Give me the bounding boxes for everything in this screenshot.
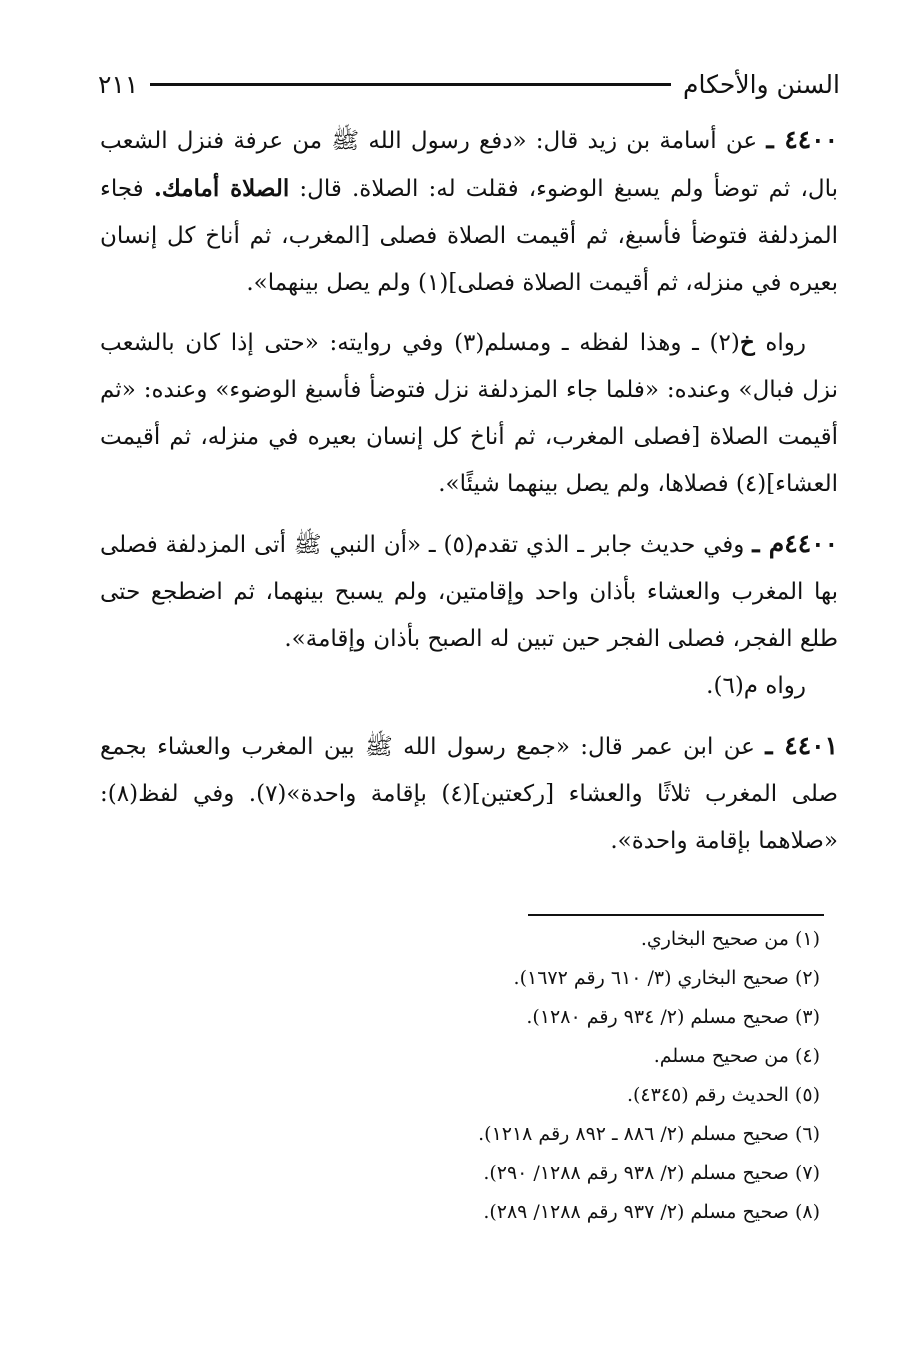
header-rule (150, 83, 671, 86)
riwaya-text: (٢) ـ وهذا لفظه ـ ومسلم(٣) وفي روايته: «حتى إذا كان بالشعب نزل فبال» وعنده: «فلما جاء المزدلفة نزل فتوضأ فأسبغ الوضوء» وعنده: «ثم أقيمت الصلاة [فصلى المغرب، ثم أناخ كل إنسان بعيره في منزله، ثم أقيمت العشاء](٤) فصلاها، ولم يصل بينهما شيئًا». (100, 330, 838, 497)
riwaya-text: رواه م(٦). (706, 673, 806, 699)
hadith-number: ٤٤٠١ ـ (765, 731, 839, 760)
footnotes (100, 920, 820, 1232)
footnote: (٨) صحيح مسلم (٢/ ٩٣٧ رقم ١٢٨٨/ ٢٨٩). (483, 1201, 820, 1223)
hadith-text-continued: فجاء المزدلفة فتوضأ فأسبغ، ثم أقيمت الصلاة فصلى [المغرب، ثم أناخ كل إنسان بعيره في منزله، ثم أقيمت الصلاة فصلى](١) ولم يصل بينهما». (100, 176, 838, 296)
hadith-text: وفي حديث جابر ـ الذي تقدم(٥) ـ «أن النبي ﷺ أتى المزدلفة فصلى بها المغرب والعشاء بأذان واحد وإقامتين، ولم يسبح بينهما، ثم اضطجع حتى طلع الفجر، فصلى الفجر حين تبين له الصبح بأذان وإقامة». (100, 532, 838, 652)
bold-phrase: الصلاة أمامك. (153, 175, 290, 202)
riwaya-4400 (100, 319, 838, 508)
riwaya-prefix: رواه (765, 330, 806, 356)
riwaya-4400m (100, 663, 838, 710)
spacer (100, 710, 838, 722)
footnote: (٢) صحيح البخاري (٣/ ٦١٠ رقم ١٦٧٢). (513, 967, 820, 989)
source-code: خ (739, 329, 755, 356)
footnote: (٣) صحيح مسلم (٢/ ٩٣٤ رقم ١٢٨٠). (526, 1006, 820, 1028)
footnote: (٦) صحيح مسلم (٢/ ٨٨٦ ـ ٨٩٢ رقم ١٢١٨). (478, 1123, 820, 1145)
spacer (100, 508, 838, 520)
footnote: (٤) من صحيح مسلم. (653, 1045, 820, 1067)
hadith-4400 (100, 116, 838, 307)
page-number: ٢١١ (98, 69, 139, 99)
book-title: السنن والأحكام (682, 69, 840, 99)
footnote: (٧) صحيح مسلم (٢/ ٩٣٨ رقم ١٢٨٨/ ٢٩٠). (483, 1162, 820, 1184)
footnote-separator (528, 914, 824, 916)
page-header (98, 62, 840, 106)
hadith-text: عن ابن عمر قال: «جمع رسول الله ﷺ بين المغرب والعشاء بجمع صلى المغرب ثلاثًا والعشاء [ركعتين](٤) بإقامة واحدة»(٧). وفي لفظ(٨): «صلاهما بإقامة واحدة». (100, 734, 838, 854)
hadith-4401 (100, 722, 838, 865)
spacer (100, 307, 838, 319)
footnote: (١) من صحيح البخاري. (640, 928, 820, 950)
hadith-4400m (100, 520, 838, 663)
hadith-text: عن أسامة بن زيد قال: «دفع رسول الله ﷺ من عرفة فنزل الشعب بال، ثم توضأ ولم يسبغ الوضوء، فقلت له: الصلاة. قال: (100, 128, 839, 202)
hadith-number: ٤٤٠٠ ـ (766, 125, 839, 154)
hadith-number: ٤٤٠٠م ـ (752, 529, 839, 558)
footnote: (٥) الحديث رقم (٤٣٤٥). (626, 1084, 820, 1106)
main-text (100, 116, 838, 865)
